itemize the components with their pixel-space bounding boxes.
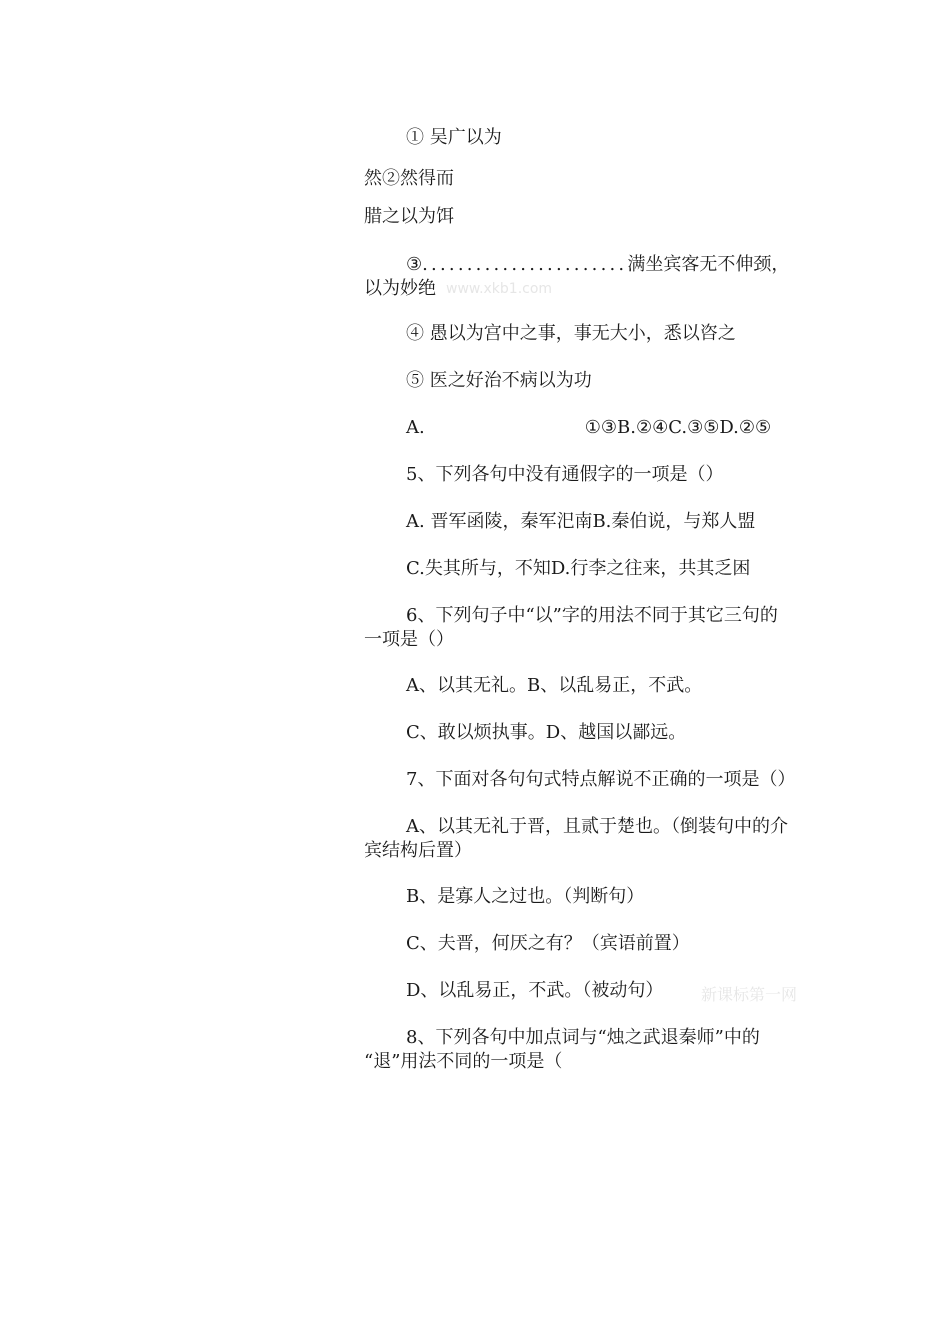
- item-3-number: ③: [406, 254, 423, 275]
- q7-option-a: A、以其无礼于晋，且贰于楚也。（倒装句中的介: [406, 816, 788, 837]
- item-5: ⑤ 医之好治不病以为功: [406, 370, 592, 391]
- q6-options-ab: A、以其无礼。B、以乱易正，不武。: [406, 675, 703, 696]
- item-1: ① 吴广以为: [406, 127, 502, 148]
- item-3-dots: .......................: [422, 254, 628, 275]
- option-a-label: A.: [406, 417, 425, 438]
- item-3-text: 满坐宾客无不伸颈，: [627, 254, 790, 275]
- watermark-site: 新课标第一网: [701, 985, 798, 1004]
- options-q4: [406, 416, 771, 440]
- q7-option-b: B、是寡人之过也。（判断句）: [406, 886, 645, 907]
- q7-option-a-cont: 宾结构后置）: [364, 840, 472, 861]
- q5-options-ab: A. 晋军函陵，秦军汜南B.秦伯说，与郑人盟: [406, 511, 756, 532]
- q5-options-cd: C.失其所与，不知D.行李之往来，共其乏困: [406, 558, 751, 579]
- item-3-cont: [364, 277, 436, 301]
- watermark-url: www.xkb1.com: [446, 281, 553, 297]
- q6-options-cd: C、敢以烦执事。D、越国以鄙远。: [406, 722, 687, 743]
- options-rest: ①③B.②④C.③⑤D.②⑤: [584, 417, 772, 438]
- question-7: 7、下面对各句句式特点解说不正确的一项是（）: [406, 769, 796, 790]
- q7-option-c: C、夫晋，何厌之有？（宾语前置）: [406, 933, 690, 954]
- question-6: 6、下列句子中“以”字的用法不同于其它三句的: [406, 605, 778, 626]
- item-3-cont-text: 以为妙绝: [364, 278, 436, 299]
- item-2-cont: 腊之以为饵: [364, 206, 454, 227]
- question-8: 8、下列各句中加点词与“烛之武退秦师”中的: [406, 1027, 760, 1048]
- item-3: [406, 253, 789, 277]
- item-1-cont: 然②然得而: [364, 168, 454, 189]
- question-6-cont: 一项是（）: [364, 629, 454, 650]
- question-5: 5、下列各句中没有通假字的一项是（）: [406, 464, 724, 485]
- q7-option-d: D、以乱易正，不武。（被动句）: [406, 980, 664, 1001]
- item-4: ④ 愚以为宫中之事，事无大小，悉以咨之: [406, 323, 736, 344]
- question-8-cont: “退”用法不同的一项是（: [364, 1051, 563, 1072]
